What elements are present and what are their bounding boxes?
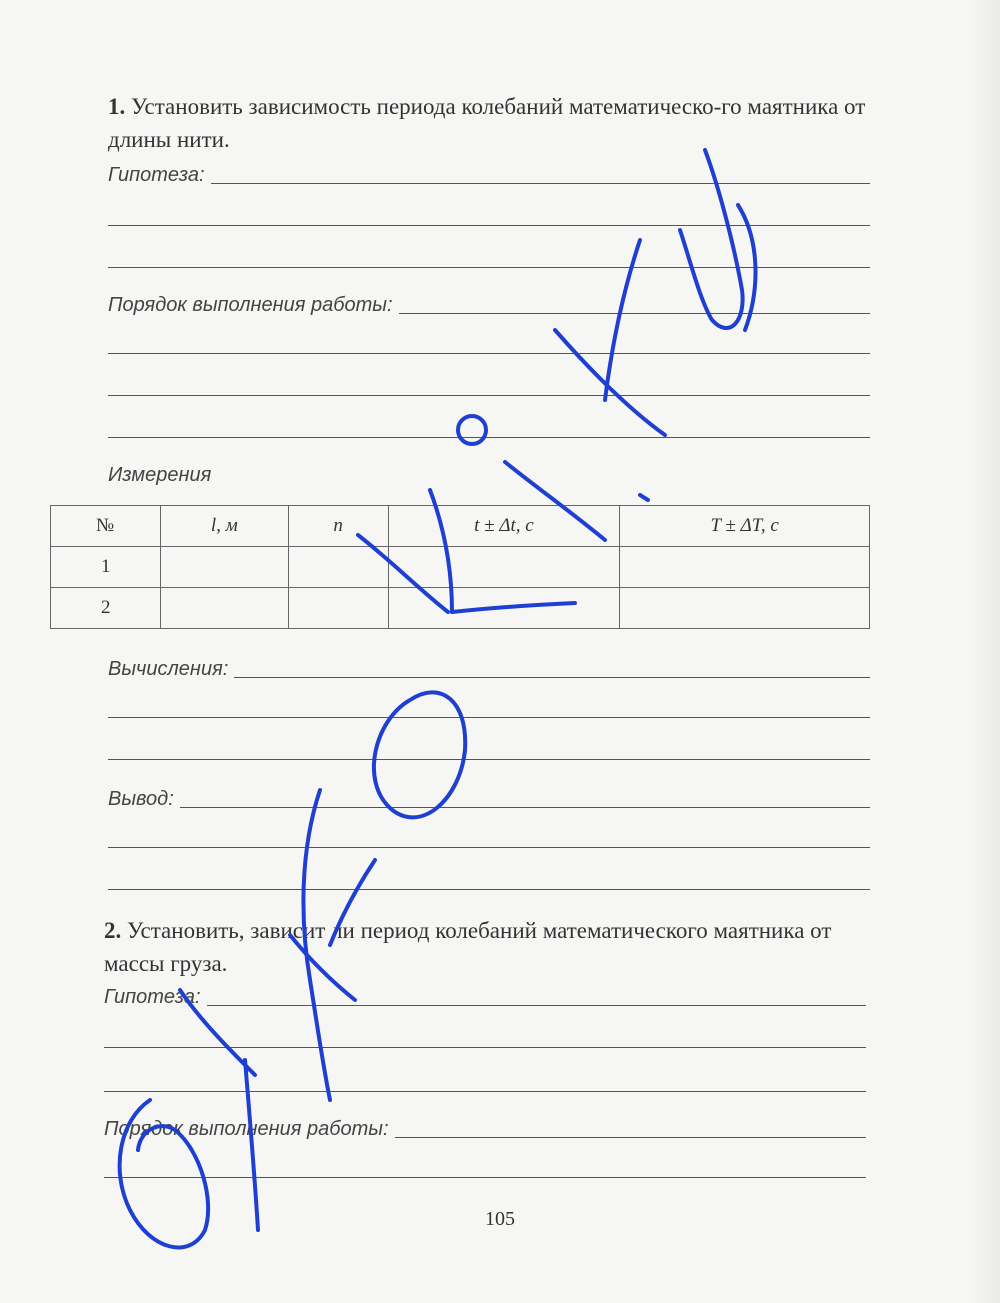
- ink-stroke: [452, 603, 575, 612]
- ink-stroke: [290, 935, 355, 1000]
- row-number: 1: [51, 547, 161, 588]
- ink-stroke: [358, 535, 448, 612]
- procedure-2-label: Порядок выполнения работы:: [104, 1118, 389, 1140]
- ink-stroke: [555, 330, 665, 435]
- calculations-label: Вычисления:: [108, 658, 229, 680]
- ink-stroke: [303, 790, 330, 1100]
- ink-loop: [458, 416, 486, 444]
- ink-stroke: [605, 240, 640, 400]
- ink-stroke: [120, 1100, 209, 1247]
- row-number: 2: [51, 588, 161, 629]
- header-time: t ± Δt, с: [388, 506, 620, 547]
- procedure-1-label: Порядок выполнения работы:: [108, 294, 393, 316]
- ink-stroke: [245, 1060, 258, 1230]
- header-count: n: [288, 506, 388, 547]
- task-2-text: Установить, зависит ли период колебаний математического маятника от массы груза.: [104, 918, 832, 976]
- header-period: T ± ΔT, с: [620, 506, 870, 547]
- ink-stroke: [680, 150, 743, 328]
- page-number: 105: [485, 1208, 515, 1230]
- task-1-text: Установить зависимость периода колебаний математическо-го маятника от длины нити.: [108, 94, 866, 152]
- task-2-number: 2.: [104, 918, 122, 943]
- hypothesis-2-label: Гипотеза:: [104, 986, 201, 1008]
- ink-stroke: [430, 490, 452, 612]
- ink-stroke: [640, 495, 648, 500]
- conclusion-label: Вывод:: [108, 788, 174, 810]
- measurements-title: Измерения: [108, 464, 212, 486]
- ink-stroke: [505, 462, 605, 540]
- ink-stroke: [374, 692, 465, 817]
- task-1-number: 1.: [108, 94, 126, 119]
- header-length: l, м: [160, 506, 288, 547]
- hypothesis-1-label: Гипотеза:: [108, 164, 205, 186]
- ink-stroke: [330, 860, 375, 945]
- header-number: №: [51, 506, 161, 547]
